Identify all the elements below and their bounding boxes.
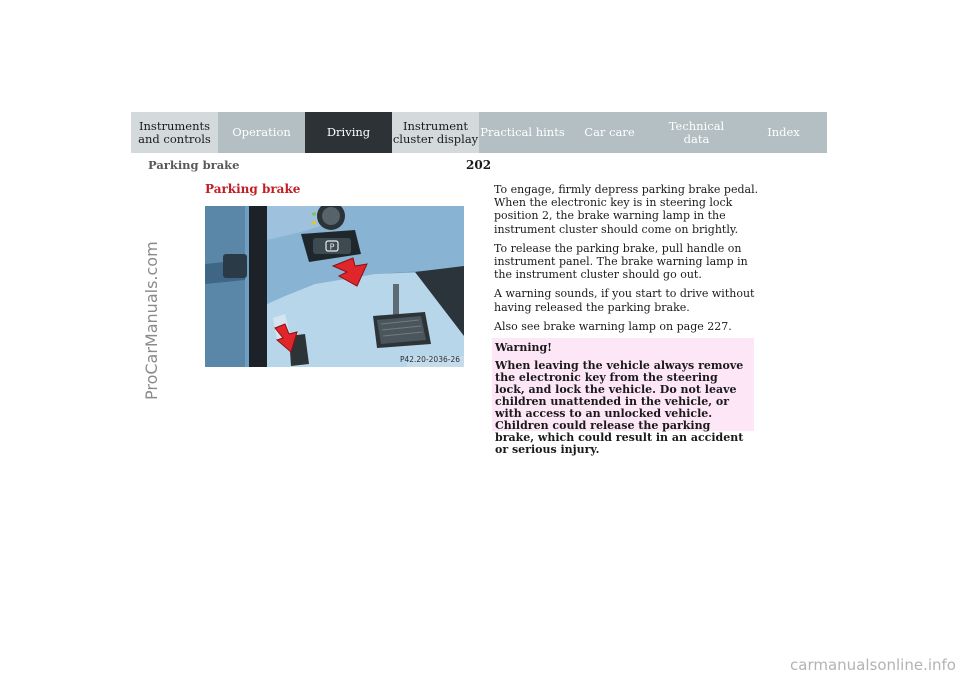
chapter-nav — [131, 112, 827, 153]
tab-operation[interactable] — [218, 112, 305, 153]
tab-driving[interactable] — [305, 112, 392, 153]
tab-label: Index — [767, 125, 800, 139]
tab-label: Practical hints — [480, 125, 565, 139]
warning-text: When leaving the vehicle always remove the electronic key from the steering lock, and lock the vehicle. Do not leave children unattended in the vehicle, or with access to an unlocked vehicle. Children could release the parking brake, which could result in an accident or serious injury. — [495, 359, 744, 456]
figure-code: P42.20-2036-26 — [399, 355, 460, 364]
tab-label: Technical data — [668, 118, 725, 146]
warning-box — [492, 338, 754, 456]
parking-brake-illustration — [205, 206, 464, 367]
footer-watermark: carmanualsonline.info — [790, 656, 956, 674]
svg-text:P: P — [329, 242, 335, 252]
warning-title: Warning! — [495, 341, 553, 354]
tab-instrument-cluster-display[interactable] — [392, 112, 479, 153]
tab-technical-data[interactable] — [653, 112, 740, 153]
content-heading: Parking brake — [205, 182, 301, 196]
page-number: 202 — [466, 158, 492, 172]
tab-label: Car care — [584, 125, 635, 139]
body-text — [494, 183, 762, 339]
parking-brake-figure — [205, 206, 464, 367]
paragraph-warning-sound: A warning sounds, if you start to drive without having released the parking brake. — [494, 287, 755, 314]
side-watermark: ProCarManuals.com — [142, 241, 161, 400]
tab-label: Operation — [232, 125, 291, 139]
section-title: Parking brake — [148, 158, 240, 172]
tab-instruments-and-controls[interactable] — [131, 112, 218, 153]
tab-index[interactable] — [740, 112, 827, 153]
paragraph-release: To release the parking brake, pull handle on instrument panel. The brake warning lamp in the instrument cluster should go out. — [494, 241, 748, 282]
tab-label: Driving — [326, 125, 371, 139]
paragraph-engage: To engage, firmly depress parking brake pedal. When the electronic key is in steering lock position 2, the brake warning lamp in the instrument cluster should come on brightly. — [494, 183, 759, 236]
tab-practical-hints[interactable] — [479, 112, 566, 153]
tab-car-care[interactable] — [566, 112, 653, 153]
tab-label: Instrument cluster display — [392, 118, 479, 146]
tab-label: Instruments and controls — [138, 118, 211, 146]
paragraph-see-also: Also see brake warning lamp on page 227. — [494, 319, 732, 333]
